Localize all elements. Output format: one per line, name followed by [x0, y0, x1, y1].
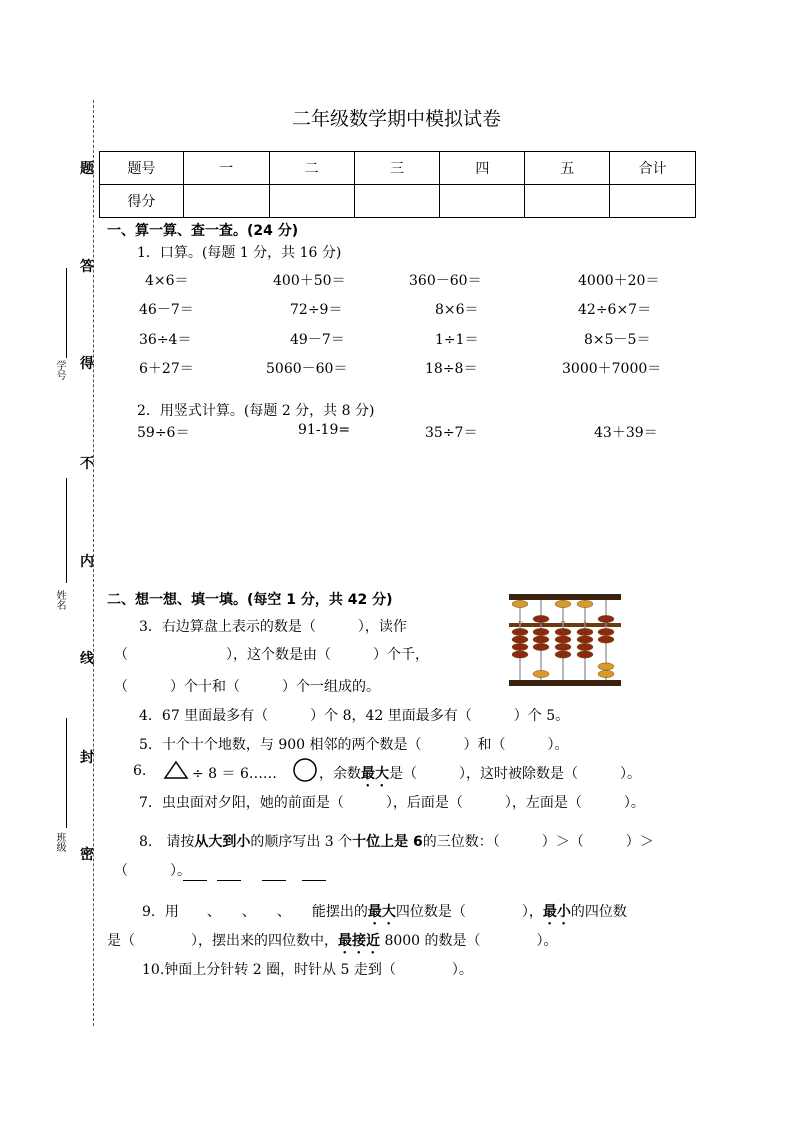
seal-char: 题 [80, 161, 94, 177]
oral-item: 3000＋7000＝ [562, 361, 662, 377]
seal-char: 不 [80, 456, 94, 472]
q3-line-b: （ ），这个数是由（ ）个千， [114, 647, 429, 663]
oral-item: 360－60＝ [409, 273, 482, 289]
abacus-place-label: 万 [517, 621, 524, 628]
seal-char: 封 [80, 750, 94, 766]
q8-bold-b: 十位上是 6 [352, 834, 423, 850]
abacus-place-label: 个 [603, 621, 610, 628]
q6-text-a: ，余数 [319, 766, 361, 782]
table-cell: 四 [440, 152, 525, 185]
q6-text-b: 是（ ），这时被除数是（ ）。 [389, 766, 641, 782]
digit-blank [302, 880, 326, 881]
oral-item: 49－7＝ [290, 332, 345, 348]
oral-item: 18÷8＝ [425, 361, 478, 377]
abacus-bead [512, 651, 528, 658]
q9-bold-c: 最接近 [338, 933, 380, 949]
abacus-bead [533, 636, 549, 643]
student-id-label: 学号 [54, 360, 65, 380]
q9-line-b [107, 930, 558, 957]
abacus-bead [577, 628, 593, 635]
q9-text-e: 8000 的数是（ ）。 [380, 933, 558, 949]
q7: 7．虫虫面对夕阳，她的前面是（ ），后面是（ ），左面是（ ）。 [139, 795, 645, 811]
q5: 5．十个十个地数，与 900 相邻的两个数是（ ）和（ ）。 [139, 737, 569, 753]
abacus-bead [512, 600, 528, 607]
student-id-line [66, 268, 67, 358]
q1-title: 1．口算。(每题 1 分，共 16 分) [137, 245, 342, 261]
vertical-item: 59÷6＝ [137, 425, 190, 441]
q9-text-a: 9．用 、 、 、 能摆出的 [142, 904, 368, 920]
abacus-bead [512, 643, 528, 650]
vertical-item: 91-19= [298, 422, 351, 438]
oral-item: 1÷1＝ [435, 332, 479, 348]
table-cell: 五 [525, 152, 610, 185]
name-line [66, 478, 67, 583]
section-1-heading: 一、算一算、查一查。(24 分) [107, 223, 299, 239]
vertical-item: 35÷7＝ [425, 425, 478, 441]
oral-item: 4×6＝ [145, 273, 189, 289]
score-table [99, 151, 696, 218]
q8-text-a: 8. 请按 [139, 834, 195, 850]
abacus-bead [598, 670, 614, 677]
q9-text-c: 的四位数 [570, 904, 627, 920]
table-cell: 一 [183, 152, 269, 185]
abacus-bead [533, 643, 549, 650]
vertical-item: 43＋39＝ [594, 425, 658, 441]
abacus-bead [577, 651, 593, 658]
table-cell: 二 [269, 152, 354, 185]
q10: 10.钟面上分针转 2 圈，时针从 5 走到（ ）。 [142, 962, 473, 978]
q4: 4．67 里面最多有（ ）个 8，42 里面最多有（ ）个 5。 [139, 708, 570, 724]
oral-item: 8×5－5＝ [584, 332, 651, 348]
q2-title: 2．用竖式计算。(每题 2 分，共 8 分) [137, 403, 375, 419]
q6-expression: ÷ 8 ＝ 6…… [192, 766, 277, 782]
oral-item: 42÷6×7＝ [578, 302, 652, 318]
q9-text-d: 是（ ），摆出来的四位数中， [107, 933, 338, 949]
abacus-bead [555, 628, 571, 635]
table-cell: 题号 [100, 152, 184, 185]
score-table-header-row [100, 152, 696, 185]
abacus-bead [598, 663, 614, 670]
circle-icon [291, 757, 319, 783]
q9-bold-b: 最小 [542, 904, 571, 920]
seal-char: 答 [80, 259, 94, 275]
abacus-bead [598, 636, 614, 643]
abacus-place-label: 百 [560, 621, 567, 628]
seal-char: 线 [80, 651, 94, 667]
abacus-bead [512, 636, 528, 643]
q9-text-b: 四位数是（ ）， [395, 904, 543, 920]
score-input-cell[interactable] [354, 185, 440, 218]
oral-item: 5060－60＝ [266, 361, 348, 377]
q3-line-c: （ ）个十和（ ）个一组成的。 [114, 679, 380, 695]
digit-blank [183, 880, 207, 881]
class-line [66, 718, 67, 828]
q9-bold-a: 最大 [367, 904, 396, 920]
score-input-cell[interactable] [525, 185, 610, 218]
abacus-top-frame [509, 594, 621, 600]
abacus-bead [533, 628, 549, 635]
oral-item: 72÷9＝ [290, 302, 343, 318]
q9-line-a [142, 901, 627, 928]
q8-line-b: （ ）。 [114, 863, 191, 879]
section-2-heading: 二、想一想、填一填。(每空 1 分，共 42 分) [107, 592, 393, 608]
score-input-cell[interactable] [269, 185, 354, 218]
q3-line-a: 3．右边算盘上表示的数是（ ），读作 [139, 619, 407, 635]
q8-text-c: 的三位数：（ ）＞（ ）＞ [422, 834, 654, 850]
oral-item: 8×6＝ [435, 302, 479, 318]
abacus-place-label: 千 [538, 621, 545, 628]
oral-item: 46－7＝ [139, 302, 194, 318]
triangle-icon [163, 760, 189, 780]
name-label: 姓名 [54, 590, 65, 610]
abacus-bead [577, 643, 593, 650]
q6-text [319, 763, 641, 790]
abacus-bead [555, 651, 571, 658]
seal-char: 密 [80, 847, 94, 863]
q8-line-a [139, 831, 654, 851]
score-table-score-row [100, 185, 696, 218]
abacus-bead [555, 600, 571, 607]
abacus-bottom-frame [509, 680, 621, 686]
abacus-image [506, 592, 624, 688]
table-cell: 得分 [100, 185, 184, 218]
oral-item: 6＋27＝ [139, 361, 194, 377]
score-input-cell[interactable] [183, 185, 269, 218]
seal-char: 内 [80, 554, 94, 570]
class-label: 班级 [54, 832, 65, 852]
score-input-cell[interactable] [440, 185, 525, 218]
digit-blank [262, 880, 286, 881]
oral-item: 400＋50＝ [273, 273, 346, 289]
table-cell: 合计 [610, 152, 696, 185]
abacus-place-label: 十 [582, 621, 589, 628]
abacus-bead [598, 628, 614, 635]
abacus-bead [555, 643, 571, 650]
q8-bold-a: 从大到小 [194, 834, 251, 850]
abacus-bead [512, 628, 528, 635]
abacus-bead [577, 600, 593, 607]
score-input-cell[interactable] [610, 185, 696, 218]
q8-text-b: 的顺序写出 3 个 [250, 834, 353, 850]
table-cell: 三 [354, 152, 440, 185]
q6-number: 6. [133, 763, 147, 779]
digit-blank [217, 880, 241, 881]
abacus-bead [533, 670, 549, 677]
abacus-bead [555, 636, 571, 643]
page-title: 二年级数学期中模拟试卷 [291, 108, 501, 130]
q6-bold: 最大 [361, 766, 389, 782]
abacus-bead [577, 636, 593, 643]
oral-item: 36÷4＝ [139, 332, 192, 348]
oral-item: 4000＋20＝ [578, 273, 660, 289]
seal-char: 得 [80, 356, 94, 372]
